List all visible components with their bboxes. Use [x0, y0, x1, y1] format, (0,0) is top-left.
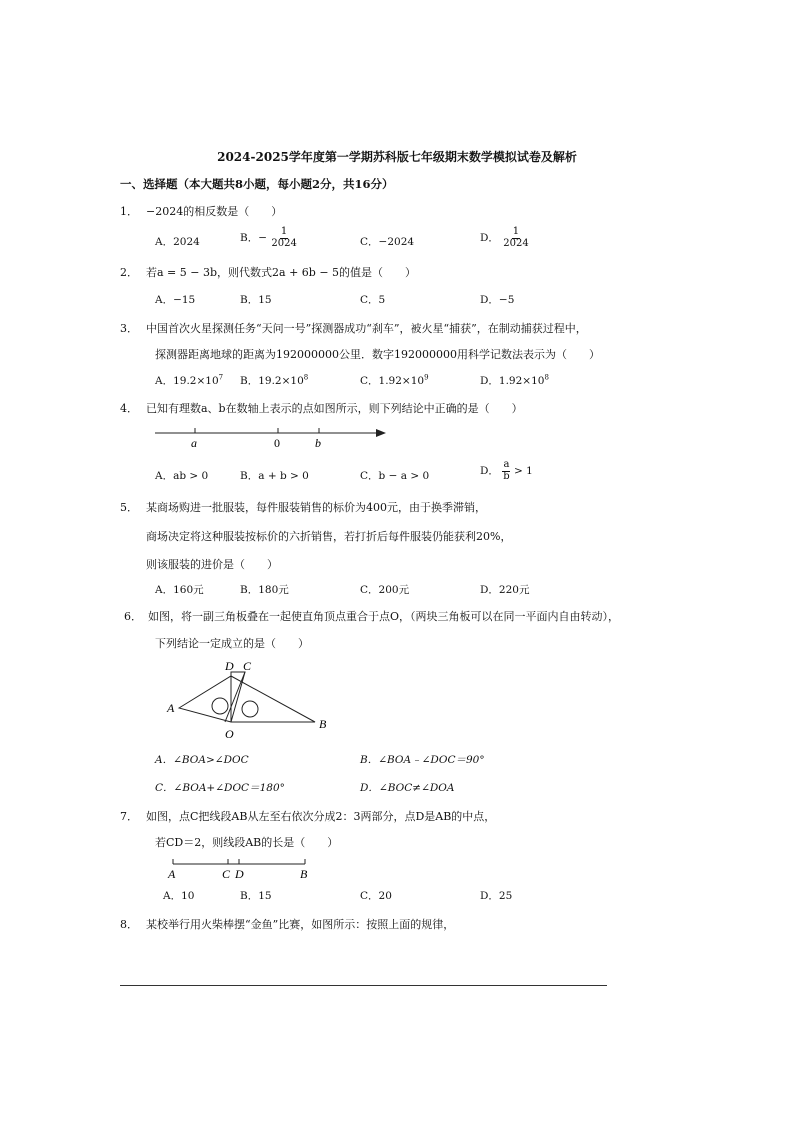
question-text-line-2: 探测器距离地球的距离为192000000公里．数字192000000用科学记数法表示为（ ）: [155, 348, 600, 361]
option-b: B．15: [240, 294, 272, 306]
label-a: a: [191, 436, 197, 450]
option-d-prefix: D．: [480, 465, 499, 477]
option-d: D．−5: [480, 294, 515, 306]
exponent: 9: [424, 373, 429, 382]
option-c: C．20: [360, 890, 392, 902]
label-0: 0: [274, 436, 280, 450]
circle-right: [242, 701, 258, 717]
question-text-line-2: 商场决定将这种服装按标价的六折销售，若打折后每件服装仍能获利20%，: [146, 530, 512, 543]
option-c: C．∠BOA+∠DOC＝180°: [155, 782, 285, 794]
circle-left: [212, 698, 228, 714]
option-a: A．10: [163, 890, 195, 902]
option-d: D．220元: [480, 584, 530, 596]
fraction: [270, 227, 297, 249]
option-c: C．−2024: [360, 236, 415, 248]
label-b: B: [300, 867, 308, 881]
page-title: 2024-2025学年度第一学期苏科版七年级期末数学模拟试卷及解析: [217, 150, 577, 164]
question-text-line-1: 如图，将一副三角板叠在一起使直角顶点重合于点O，（两块三角板可以在同一平面内自由转动），: [148, 610, 620, 623]
label-c: C: [243, 659, 252, 673]
option-a: A．160元: [155, 584, 204, 596]
option-d-prefix: D．: [480, 232, 499, 244]
option-c: [360, 373, 429, 388]
question-number: 7．: [120, 810, 138, 823]
triangle-aob: [179, 676, 315, 722]
option-d: D．∠BOC≠∠DOA: [360, 782, 455, 794]
label-c: C: [222, 867, 231, 881]
triangle-figure: [165, 658, 340, 742]
label-b: b: [315, 436, 321, 450]
option-b: B．180元: [240, 584, 289, 596]
option-b: [240, 373, 308, 388]
exponent: 8: [303, 373, 309, 382]
exponent: 7: [218, 373, 224, 382]
question-text: 已知有理数a、b在数轴上表示的点如图所示，则下列结论中正确的是（ ）: [146, 402, 523, 415]
label-o: O: [225, 727, 234, 741]
option-a: A．−15: [155, 294, 196, 306]
question-text-line-1: 某商场购进一批服装，每件服装销售的标价为400元，由于换季滞销，: [146, 501, 486, 514]
question-text: 某校举行用火柴棒摆“金鱼”比赛，如图所示：按照上面的规律，: [146, 918, 455, 931]
number-line-figure: [150, 420, 390, 452]
question-text-line-2: 若CD＝2，则线段AB的长是（ ）: [155, 836, 339, 849]
option-d-base: D．1.92×10: [480, 375, 545, 387]
arrow-head: [376, 429, 386, 437]
option-b-base: B．19.2×10: [240, 375, 304, 387]
exponent: 8: [544, 373, 549, 382]
numerator: 1: [280, 226, 288, 237]
option-a-base: A．19.2×10: [155, 375, 219, 387]
fraction: [502, 227, 529, 249]
question-number: 4．: [120, 402, 138, 415]
question-text: −2024的相反数是（ ）: [146, 205, 283, 218]
option-c: C．200元: [360, 584, 410, 596]
denominator: 2024: [271, 237, 297, 249]
label-a: A: [167, 701, 175, 715]
option-c: C．5: [360, 294, 386, 306]
question-number: 5．: [120, 501, 138, 514]
option-a: A．2024: [155, 236, 200, 248]
numerator: a: [503, 459, 510, 470]
option-a: A．ab > 0: [155, 470, 209, 482]
label-d: D: [235, 867, 244, 881]
footer-rule: [120, 985, 607, 986]
numerator: 1: [512, 226, 520, 237]
question-text-line-1: 如图，点C把线段AB从左至右依次分成2：3两部分，点D是AB的中点，: [146, 810, 496, 823]
question-number: 2．: [120, 266, 138, 279]
question-text-line-1: 中国首次火星探测任务“天问一号”探测器成功“刹车”，被火星“捕获”，在制动捕获过程中，: [146, 322, 587, 335]
option-b: B．∠BOA﹣∠DOC＝90°: [360, 754, 485, 766]
label-b: B: [319, 717, 327, 731]
option-a: A．∠BOA>∠DOC: [155, 754, 249, 766]
question-text-line-3: 则该服装的进价是（ ）: [146, 558, 278, 571]
option-b: [240, 227, 298, 249]
option-c: C．b − a > 0: [360, 470, 430, 482]
option-b: B．a + b > 0: [240, 470, 309, 482]
option-d: [480, 227, 530, 249]
label-d: D: [225, 659, 234, 673]
option-c-base: C．1.92×10: [360, 375, 425, 387]
question-number: 1．: [120, 205, 138, 218]
fraction: [502, 460, 510, 482]
label-a: A: [168, 867, 176, 881]
option-d: D．25: [480, 890, 513, 902]
section-heading: 一、选择题（本大题共8小题，每小题2分，共16分）: [120, 177, 394, 191]
option-b: B．15: [240, 890, 272, 902]
option-b-prefix: B．−: [240, 232, 268, 244]
denominator: 2024: [503, 237, 529, 249]
question-text-line-2: 下列结论一定成立的是（ ）: [155, 637, 309, 650]
question-number: 3．: [120, 322, 138, 335]
question-text: 若a = 5 − 3b，则代数式2a + 6b − 5的值是（ ）: [146, 266, 417, 279]
option-d-suffix: > 1: [514, 465, 533, 477]
option-d: [480, 460, 533, 482]
denominator: b: [503, 470, 510, 482]
segment-co: [225, 672, 245, 722]
question-number: 8．: [120, 918, 138, 931]
option-d: [480, 373, 549, 388]
question-number: 6．: [124, 610, 142, 623]
option-a: [155, 373, 223, 388]
segment-figure: [165, 856, 315, 884]
